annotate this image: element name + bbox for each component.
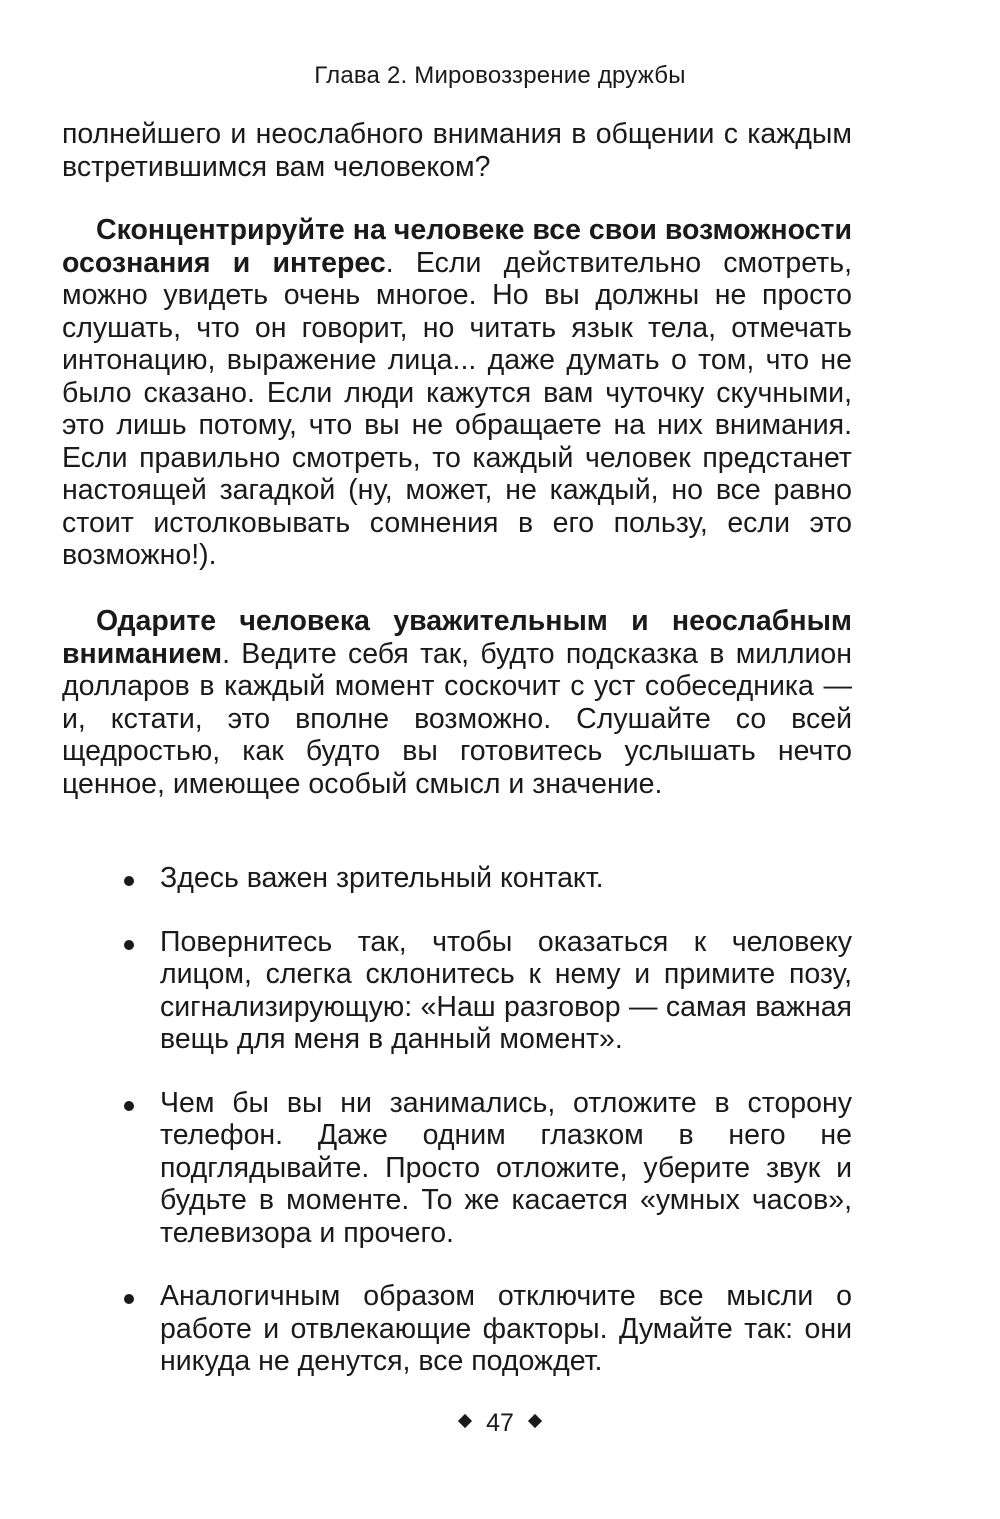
paragraph-attention	[62, 605, 852, 800]
paragraph-attention-lead: Одарите человека уважительным и неослабным вниманием	[62, 605, 852, 670]
diamond-left-icon	[458, 1414, 472, 1428]
bullet-item	[0, 862, 1000, 895]
bullet-dot-icon	[124, 1101, 134, 1111]
paragraph-concentrate-body: . Если действительно смотреть, можно увидеть очень многое. Но вы должны не просто слушать, что он говорит, но читать язык тела, отмечать интонацию, выражение лица... даже думать о том, что не было сказано. Если люди кажутся вам чуточку скучными, это лишь потому, что вы не обращаете на них внимания. Если правильно смотреть, то каждый человек предстанет настоящей загадкой (ну, может, не каждый, но все равно стоит истолковывать сомнения в его пользу, если это возможно!).	[62, 246, 853, 571]
running-head: Глава 2. Мировоззрение дружбы	[314, 62, 686, 89]
intro-paragraph: полнейшего и неослабного внимания в общении с каждым встретившимся вам человеком?	[62, 118, 852, 183]
paragraph-concentrate	[62, 214, 852, 572]
bullet-item-text: Чем бы вы ни занимались, отложите в сторону телефон. Даже одним глазком в него не подглядывайте. Просто отложите, уберите звук и будьте в моменте. То же касается «умных часов», телевизора и прочего.	[160, 1086, 852, 1249]
page-number	[0, 1408, 1000, 1438]
bullet-item	[0, 1087, 1000, 1250]
bullet-dot-icon	[124, 876, 134, 886]
bullet-item	[0, 926, 1000, 1056]
bullet-item-text: Здесь важен зрительный контакт.	[160, 862, 604, 894]
bullet-item-text: Аналогичным образом отключите все мысли о работе и отвлекающие факторы. Думайте так: они никуда не денутся, все подождет.	[160, 1280, 852, 1377]
bullet-item	[0, 1280, 1000, 1378]
paragraph-concentrate-lead: Сконцентрируйте на человеке все свои возможности осознания и интерес	[62, 214, 852, 279]
page-number-value: 47	[486, 1408, 514, 1437]
paragraph-attention-body: . Ведите себя так, будто подсказка в миллион долларов в каждый момент соскочит с уст собеседника — и, кстати, это вполне возможно. Слушайте со всей щедростью, как будто вы готовитесь услышать нечто ценное, имеющее особый смысл и значение.	[62, 637, 852, 800]
bullet-dot-icon	[124, 1294, 134, 1304]
bullet-dot-icon	[124, 940, 134, 950]
bullet-list	[0, 862, 1000, 1409]
diamond-right-icon	[528, 1414, 542, 1428]
bullet-item-text: Повернитесь так, чтобы оказаться к человеку лицом, слегка склонитесь к нему и примите позу, сигнализирующую: «Наш разговор — самая важная вещь для меня в данный момент».	[160, 925, 852, 1055]
